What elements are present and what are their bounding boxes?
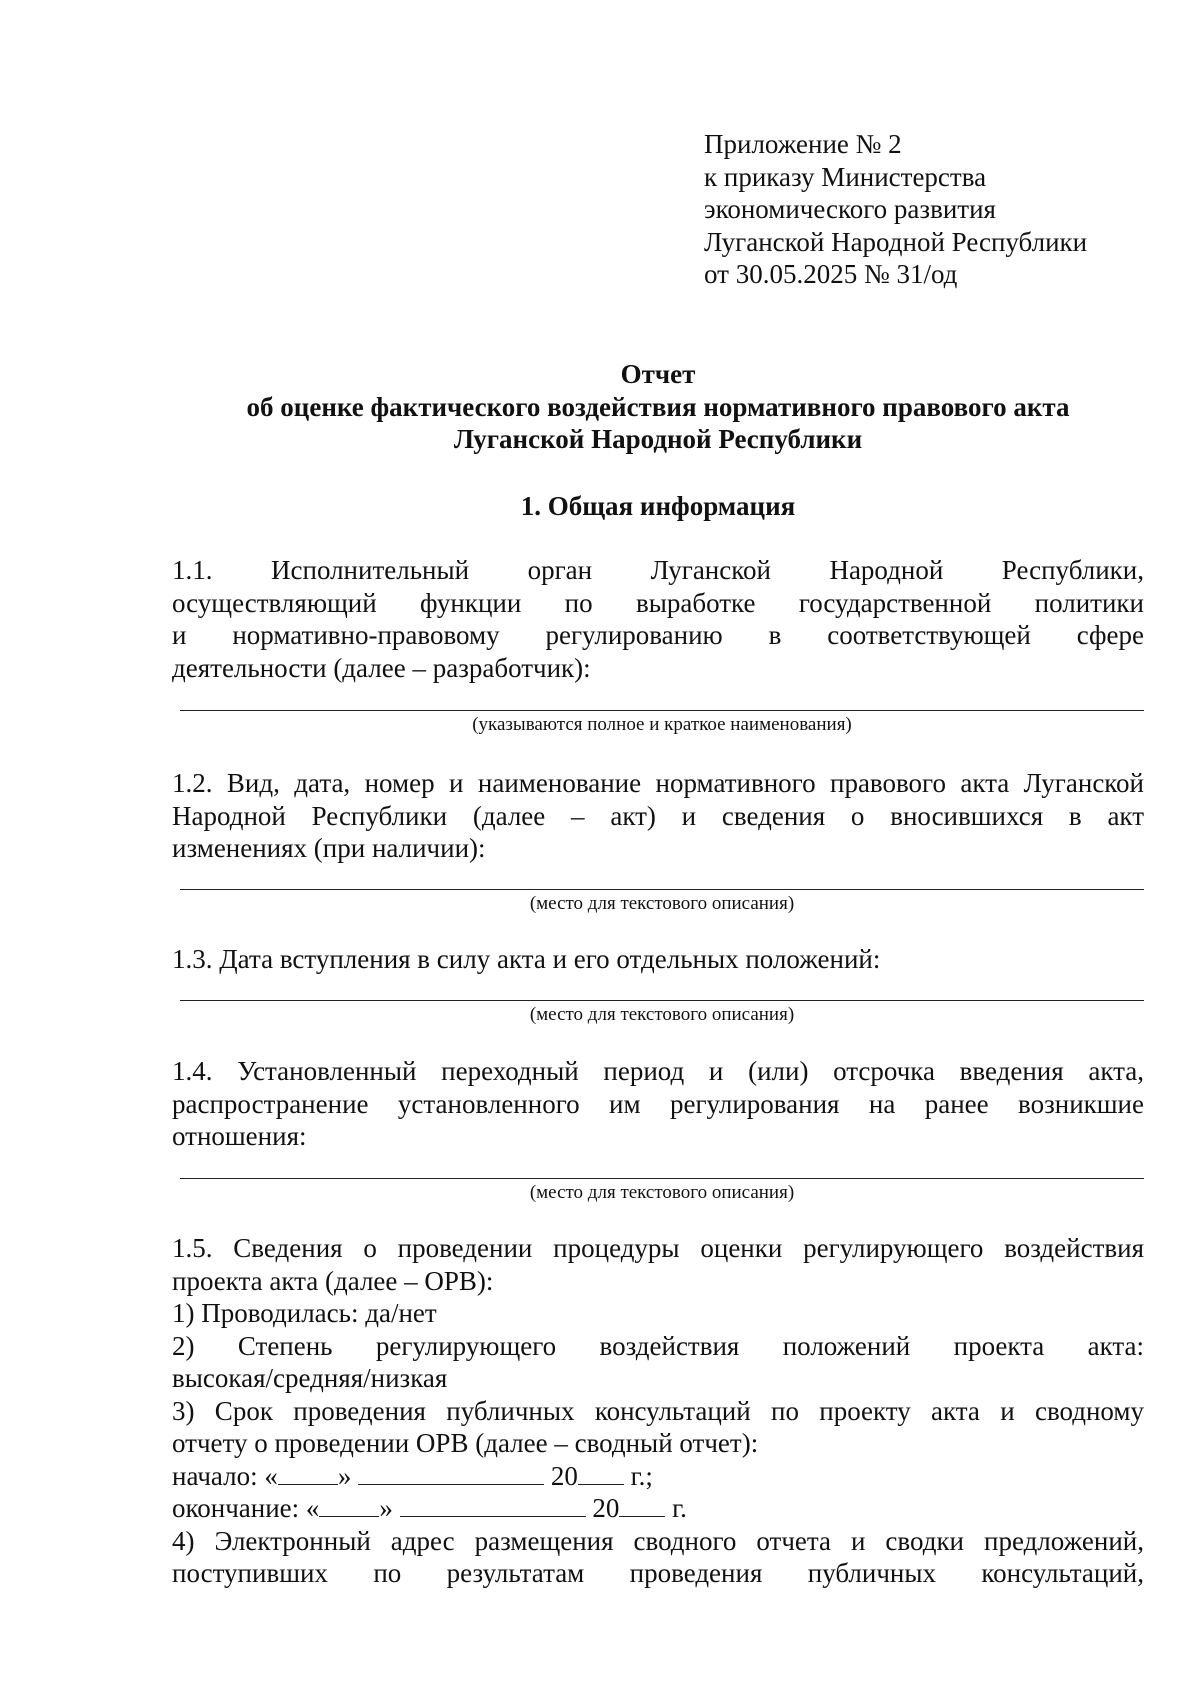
p1-1-line: 1.1. Исполнительный орган Луганской Народной Республики, [172, 555, 1144, 585]
start-label: начало: « [172, 1460, 278, 1491]
end-year: 20 [592, 1493, 620, 1523]
end-year-field[interactable] [619, 1492, 665, 1517]
appendix-block [704, 128, 1087, 291]
start-year: 20 [550, 1460, 578, 1491]
end-mid: » [379, 1493, 393, 1523]
caption-1-1: (указываются полное и краткое наименования) [472, 714, 852, 735]
paragraph-1-1 [172, 554, 1144, 684]
fill-line-1-3[interactable] [180, 1000, 1144, 1001]
p1-5-line: 2) Степень регулирующего воздействия положений проекта акта: [172, 1330, 1144, 1361]
p1-5-line: 4) Электронный адрес размещения сводного отчета и сводки предложений, [172, 1525, 1144, 1556]
p1-1-line: осуществляющий функции по выработке государственной политики [172, 587, 1144, 618]
p1-5-line: высокая/средняя/низкая [172, 1363, 448, 1393]
end-day-field[interactable] [319, 1492, 379, 1517]
p1-2-line: изменениях (при наличии): [172, 833, 486, 863]
p1-5-line: 3) Срок проведения публичных консультаций по проекту акта и сводному [172, 1395, 1144, 1426]
title-line-2: об оценке фактического воздействия нормативного правового акта [246, 391, 1070, 422]
start-day-field[interactable] [278, 1460, 338, 1485]
appendix-order-ref: к приказу Министерства [704, 161, 987, 192]
appendix-number: Приложение № 2 [704, 129, 902, 159]
start-suffix: г.; [630, 1460, 653, 1491]
p1-5-line: проекта акта (далее – ОРВ): [172, 1265, 494, 1296]
p1-1-line: деятельности (далее – разработчик): [172, 652, 591, 683]
caption-1-4: (место для текстового описания) [529, 1182, 795, 1203]
start-month-field[interactable] [358, 1460, 544, 1485]
end-label: окончание: « [172, 1493, 320, 1523]
end-month-field[interactable] [400, 1492, 586, 1517]
p1-5-line: 1) Проводилась: да/нет [172, 1298, 437, 1328]
paragraph-1-4 [172, 1055, 1144, 1153]
caption-1-2: (место для текстового описания) [529, 893, 795, 914]
fill-line-1-2[interactable] [180, 889, 1144, 890]
p1-5-line: 1.5. Сведения о проведении процедуры оценки регулирующего воздействия [172, 1233, 1144, 1263]
end-suffix: г. [672, 1493, 687, 1523]
fill-line-1-4[interactable] [180, 1178, 1144, 1179]
paragraph-1-2 [172, 767, 1144, 865]
p1-2-line: 1.2. Вид, дата, номер и наименование нормативного правового акта Луганской [172, 768, 1144, 798]
p1-2-line: Народной Республики (далее – акт) и сведения о вносившихся в акт [172, 800, 1144, 831]
document-title [172, 358, 1144, 456]
caption-1-3: (место для текстового описания) [529, 1004, 795, 1025]
start-year-field[interactable] [578, 1460, 624, 1485]
start-mid: » [337, 1460, 352, 1491]
p1-1-line: и нормативно-правовому регулированию в соответствующей сфере [172, 620, 1144, 650]
p1-5-line: поступивших по результатам проведения публичных консультаций, [172, 1558, 1144, 1588]
appendix-ministry: экономического развития [704, 194, 996, 224]
title-line-3: Луганской Народной Республики [453, 424, 863, 454]
p1-3-line: 1.3. Дата вступления в силу акта и его отдельных положений: [172, 944, 881, 974]
paragraph-1-5 [172, 1232, 1144, 1590]
start-date-line [172, 1460, 1144, 1493]
p1-4-line: 1.4. Установленный переходный период и (или) отсрочка введения акта, [172, 1056, 1144, 1086]
paragraph-1-3 [172, 943, 1144, 976]
appendix-date: от 30.05.2025 № 31/од [704, 259, 958, 289]
p1-4-line: распространение установленного им регулирования на ранее возникшие [172, 1088, 1144, 1119]
section-heading: 1. Общая информация [520, 491, 796, 521]
p1-5-line: отчету о проведении ОРВ (далее – сводный отчет): [172, 1428, 759, 1458]
fill-line-1-1[interactable] [180, 710, 1144, 711]
p1-4-line: отношения: [172, 1121, 307, 1151]
end-date-line [172, 1492, 1144, 1525]
title-line-1: Отчет [620, 359, 696, 389]
appendix-republic: Луганской Народной Республики [704, 226, 1088, 257]
